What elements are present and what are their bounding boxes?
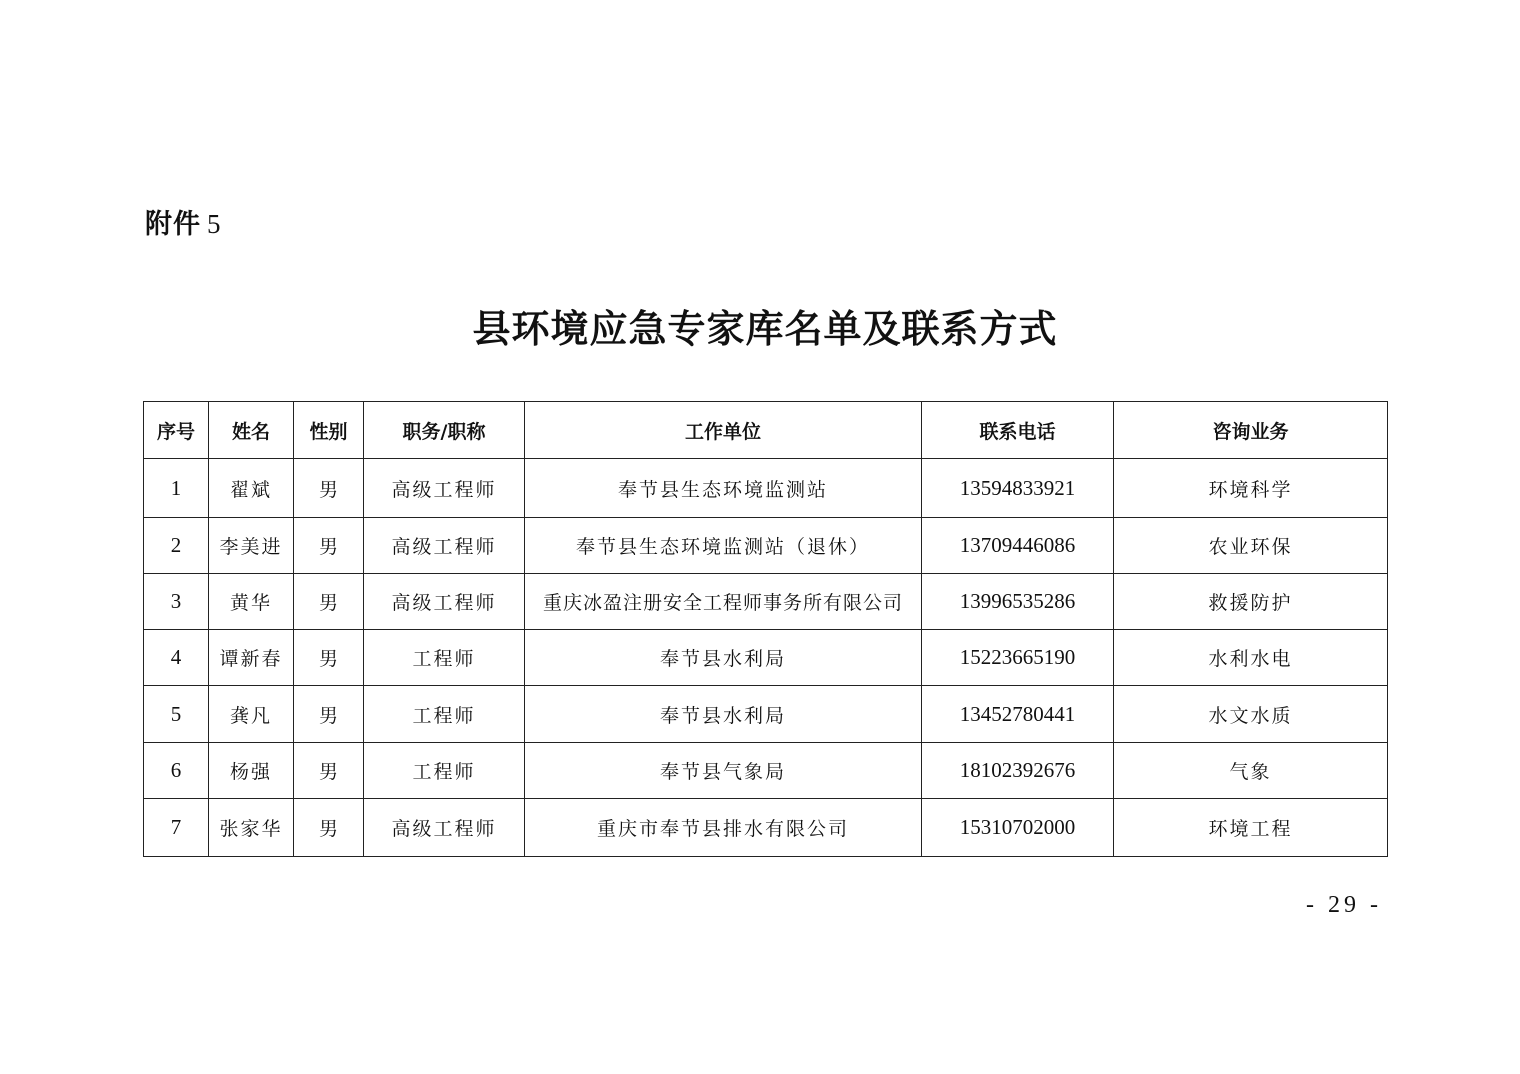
cell-phone: 15223665190 (922, 630, 1114, 686)
cell-phone: 18102392676 (922, 743, 1114, 799)
cell-index: 6 (144, 743, 209, 799)
header-phone: 联系电话 (922, 402, 1114, 459)
cell-gender: 男 (294, 799, 364, 857)
cell-title: 高级工程师 (364, 459, 525, 518)
cell-consulting: 水文水质 (1114, 686, 1388, 743)
cell-name: 黄华 (209, 574, 294, 630)
cell-consulting: 气象 (1114, 743, 1388, 799)
cell-phone: 15310702000 (922, 799, 1114, 857)
cell-name: 杨强 (209, 743, 294, 799)
header-consulting: 咨询业务 (1114, 402, 1388, 459)
attachment-label-text: 附件 (145, 209, 201, 240)
header-index: 序号 (144, 402, 209, 459)
header-employer: 工作单位 (525, 402, 922, 459)
cell-name: 张家华 (209, 799, 294, 857)
cell-title: 工程师 (364, 630, 525, 686)
table-row (144, 686, 1388, 743)
table-header-row (144, 402, 1388, 459)
header-gender: 性别 (294, 402, 364, 459)
cell-phone: 13996535286 (922, 574, 1114, 630)
cell-name: 李美进 (209, 518, 294, 574)
attachment-number: 5 (207, 209, 222, 239)
attachment-label (145, 202, 222, 241)
cell-name: 翟斌 (209, 459, 294, 518)
cell-title: 高级工程师 (364, 518, 525, 574)
cell-employer: 奉节县气象局 (525, 743, 922, 799)
cell-employer: 奉节县生态环境监测站 (525, 459, 922, 518)
cell-title: 高级工程师 (364, 799, 525, 857)
cell-employer: 奉节县水利局 (525, 630, 922, 686)
cell-gender: 男 (294, 459, 364, 518)
cell-employer: 奉节县水利局 (525, 686, 922, 743)
cell-gender: 男 (294, 574, 364, 630)
cell-consulting: 环境工程 (1114, 799, 1388, 857)
cell-gender: 男 (294, 686, 364, 743)
cell-consulting: 水利水电 (1114, 630, 1388, 686)
cell-employer: 奉节县生态环境监测站（退休） (525, 518, 922, 574)
table-row (144, 574, 1388, 630)
document-title: 县环境应急专家库名单及联系方式 (472, 306, 1058, 351)
cell-gender: 男 (294, 518, 364, 574)
cell-title: 工程师 (364, 743, 525, 799)
cell-gender: 男 (294, 630, 364, 686)
table-row (144, 518, 1388, 574)
cell-index: 2 (144, 518, 209, 574)
table-row (144, 743, 1388, 799)
page-number: - 29 - (1306, 892, 1382, 918)
cell-index: 3 (144, 574, 209, 630)
cell-title: 高级工程师 (364, 574, 525, 630)
cell-index: 4 (144, 630, 209, 686)
header-name: 姓名 (209, 402, 294, 459)
header-title: 职务/职称 (364, 402, 525, 459)
cell-index: 7 (144, 799, 209, 857)
cell-index: 5 (144, 686, 209, 743)
table-row (144, 459, 1388, 518)
table-row (144, 630, 1388, 686)
cell-consulting: 农业环保 (1114, 518, 1388, 574)
cell-phone: 13709446086 (922, 518, 1114, 574)
cell-title: 工程师 (364, 686, 525, 743)
cell-name: 龚凡 (209, 686, 294, 743)
cell-phone: 13452780441 (922, 686, 1114, 743)
cell-phone: 13594833921 (922, 459, 1114, 518)
cell-gender: 男 (294, 743, 364, 799)
cell-index: 1 (144, 459, 209, 518)
cell-name: 谭新春 (209, 630, 294, 686)
expert-table (143, 401, 1388, 857)
cell-employer: 重庆市奉节县排水有限公司 (525, 799, 922, 857)
cell-employer: 重庆冰盈注册安全工程师事务所有限公司 (525, 574, 922, 630)
table-row (144, 799, 1388, 857)
cell-consulting: 环境科学 (1114, 459, 1388, 518)
cell-consulting: 救援防护 (1114, 574, 1388, 630)
